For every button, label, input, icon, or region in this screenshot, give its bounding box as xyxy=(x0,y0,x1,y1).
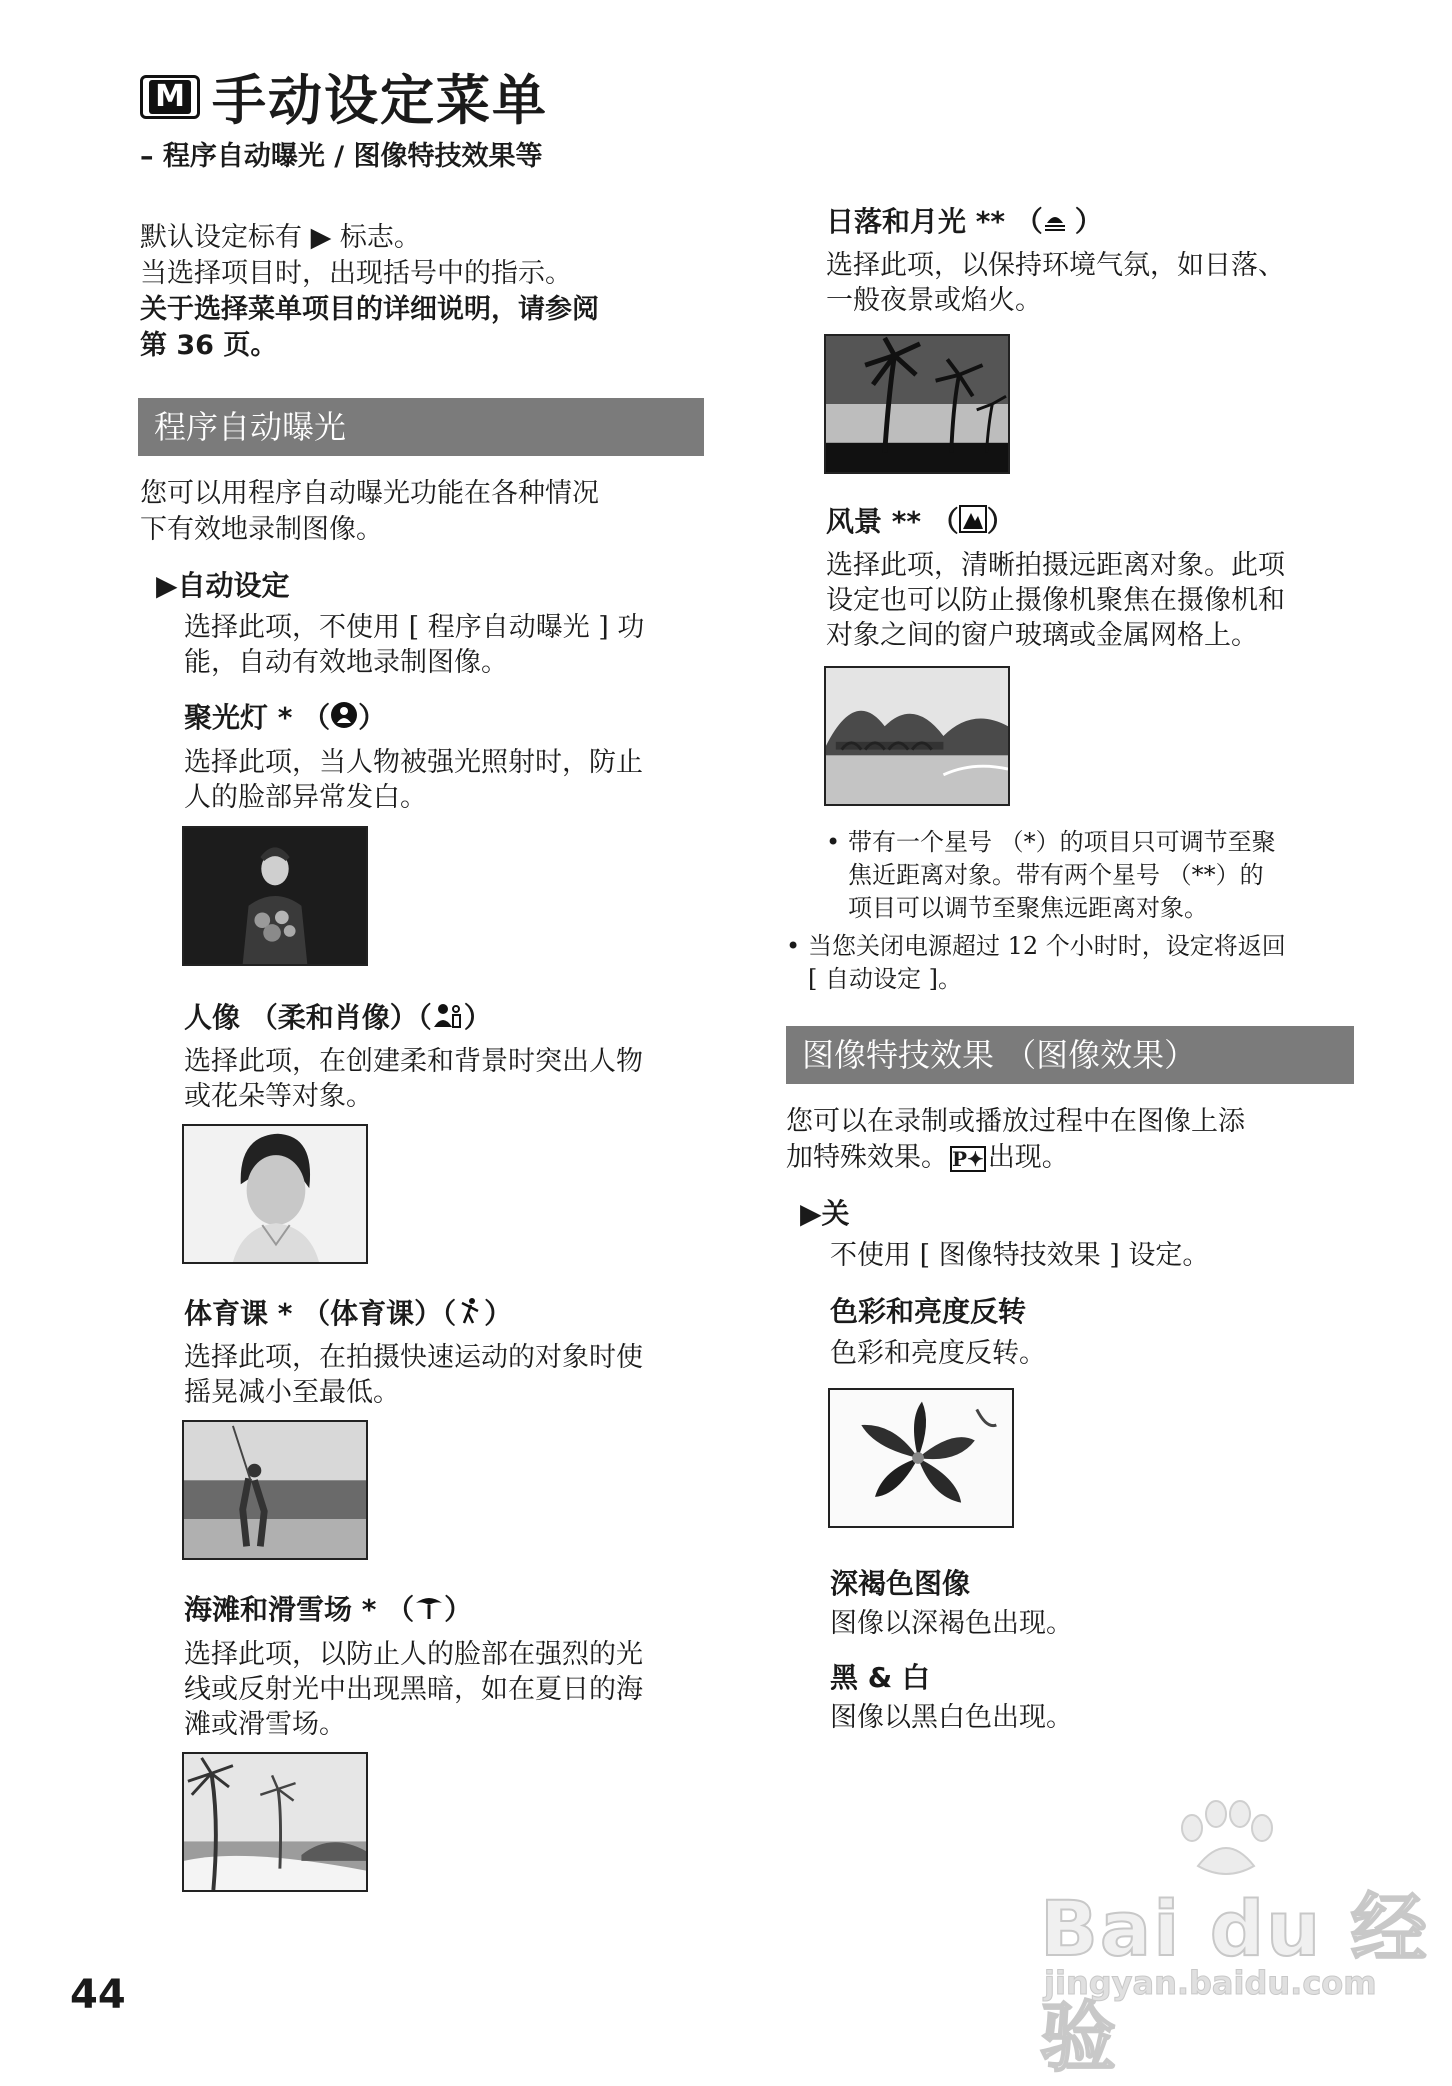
item-sepia-title: 深褐色图像 xyxy=(830,1567,971,1600)
watermark-url: jingyan.baidu.com xyxy=(1044,1964,1377,2002)
item-landscape-desc-2: 设定也可以防止摄像机聚焦在摄像机和 xyxy=(826,585,1285,616)
spotlight-sample-photo xyxy=(182,826,368,966)
picture-effect-desc-2: 加特殊效果。 P✦ 出现。 xyxy=(786,1142,1069,1173)
section-heading-program-ae: 程序自动曝光 xyxy=(138,398,704,456)
item-landscape-desc-1: 选择此项，清晰拍摄远距离对象。此项 xyxy=(826,550,1285,581)
program-ae-desc-1: 您可以用程序自动曝光功能在各种情况 xyxy=(140,478,599,509)
item-sports-desc-2: 摇晃减小至最低。 xyxy=(184,1377,400,1408)
note-power-line-2: [ 自动设定 ]。 xyxy=(808,965,962,993)
manual-mode-icon: M xyxy=(140,75,200,119)
item-sunset-moon-desc-1: 选择此项，以保持环境气氛，如日落、 xyxy=(826,250,1285,281)
page-title: 手动设定菜单 xyxy=(212,69,548,132)
sports-icon xyxy=(456,1297,484,1333)
intro-line-2: 当选择项目时，出现括号中的指示。 xyxy=(140,258,572,289)
item-sunset-moon-desc-2: 一般夜景或焰火。 xyxy=(826,285,1042,316)
item-negative-art-title: 色彩和亮度反转 xyxy=(830,1295,1027,1328)
landscape-icon xyxy=(959,505,987,541)
intro-line-1: 默认设定标有 ▶ 标志。 xyxy=(140,222,421,253)
intro-line-3: 关于选择菜单项目的详细说明，请参阅 xyxy=(140,294,599,325)
item-auto-desc-2: 能，自动有效地录制图像。 xyxy=(184,647,508,678)
beach-sample-photo xyxy=(182,1752,368,1892)
item-landscape-title: 风景 ** （ ） xyxy=(826,504,1015,541)
negative-art-sample-photo xyxy=(828,1388,1014,1528)
item-beach-ski-title: 海滩和滑雪场 * （ ） xyxy=(184,1592,472,1629)
sports-sample-photo xyxy=(182,1420,368,1560)
item-sports-desc-1: 选择此项，在拍摄快速运动的对象时使 xyxy=(184,1342,643,1373)
item-landscape-desc-3: 对象之间的窗户玻璃或金属网格上。 xyxy=(826,620,1258,651)
page-number: 44 xyxy=(70,1972,126,2018)
item-bw-title: 黑 & 白 xyxy=(830,1661,930,1694)
item-beach-ski-desc-2: 线或反射光中出现黑暗，如在夏日的海 xyxy=(184,1674,643,1705)
item-bw-desc: 图像以黑白色出现。 xyxy=(830,1702,1073,1733)
note-asterisk-line-2: 焦近距离对象。带有两个星号 （**）的 xyxy=(848,861,1264,889)
item-sunset-moon-title: 日落和月光 ** （ ） xyxy=(826,204,1103,241)
item-auto-desc-1: 选择此项，不使用 [ 程序自动曝光 ] 功 xyxy=(184,612,645,643)
portrait-icon xyxy=(432,1001,464,1037)
item-portrait-desc-2: 或花朵等对象。 xyxy=(184,1081,373,1112)
item-negative-art-desc: 色彩和亮度反转。 xyxy=(830,1338,1046,1369)
item-spotlight-desc-1: 选择此项，当人物被强光照射时，防止 xyxy=(184,747,643,778)
item-beach-ski-desc-3: 滩或滑雪场。 xyxy=(184,1709,346,1740)
picture-effect-desc-1: 您可以在录制或播放过程中在图像上添 xyxy=(786,1106,1245,1137)
beach-ski-icon xyxy=(414,1593,444,1629)
picture-effect-icon: P✦ xyxy=(952,1146,984,1171)
program-ae-desc-2: 下有效地录制图像。 xyxy=(140,514,383,545)
section-heading-picture-effect: 图像特技效果 （图像效果） xyxy=(786,1026,1354,1084)
item-spotlight-desc-2: 人的脸部异常发白。 xyxy=(184,782,427,813)
landscape-sample-photo xyxy=(824,666,1010,806)
item-auto-title: ▶自动设定 xyxy=(156,569,290,602)
item-portrait-desc-1: 选择此项，在创建柔和背景时突出人物 xyxy=(184,1046,643,1077)
page-subtitle: – 程序自动曝光 / 图像特技效果等 xyxy=(140,141,543,172)
page-header xyxy=(140,58,548,135)
item-beach-ski-desc-1: 选择此项，以防止人的脸部在强烈的光 xyxy=(184,1639,643,1670)
portrait-sample-photo xyxy=(182,1124,368,1264)
intro-line-4: 第 36 页。 xyxy=(140,330,278,361)
note-asterisk-line-3: 项目可以调节至聚焦远距离对象。 xyxy=(848,894,1208,922)
note-asterisk-line-1: • 带有一个星号 （*）的项目只可调节至聚 xyxy=(826,828,1276,856)
item-sepia-desc: 图像以深褐色出现。 xyxy=(830,1608,1073,1639)
spotlight-icon xyxy=(330,701,358,737)
item-off-title: ▶关 xyxy=(800,1197,850,1230)
watermark-logo-text: Bai du 经验 xyxy=(1040,1884,1429,2082)
sunset-sample-photo xyxy=(824,334,1010,474)
sunset-moon-icon xyxy=(1043,205,1075,241)
item-portrait-title: 人像 （柔和肖像）（ ） xyxy=(184,1000,492,1037)
item-spotlight-title: 聚光灯 * （ ） xyxy=(184,700,386,737)
item-off-desc: 不使用 [ 图像特技效果 ] 设定。 xyxy=(830,1240,1210,1271)
note-power-line-1: • 当您关闭电源超过 12 个小时时，设定将返回 xyxy=(786,932,1286,960)
item-sports-title: 体育课 * （体育课）（ ） xyxy=(184,1296,512,1333)
